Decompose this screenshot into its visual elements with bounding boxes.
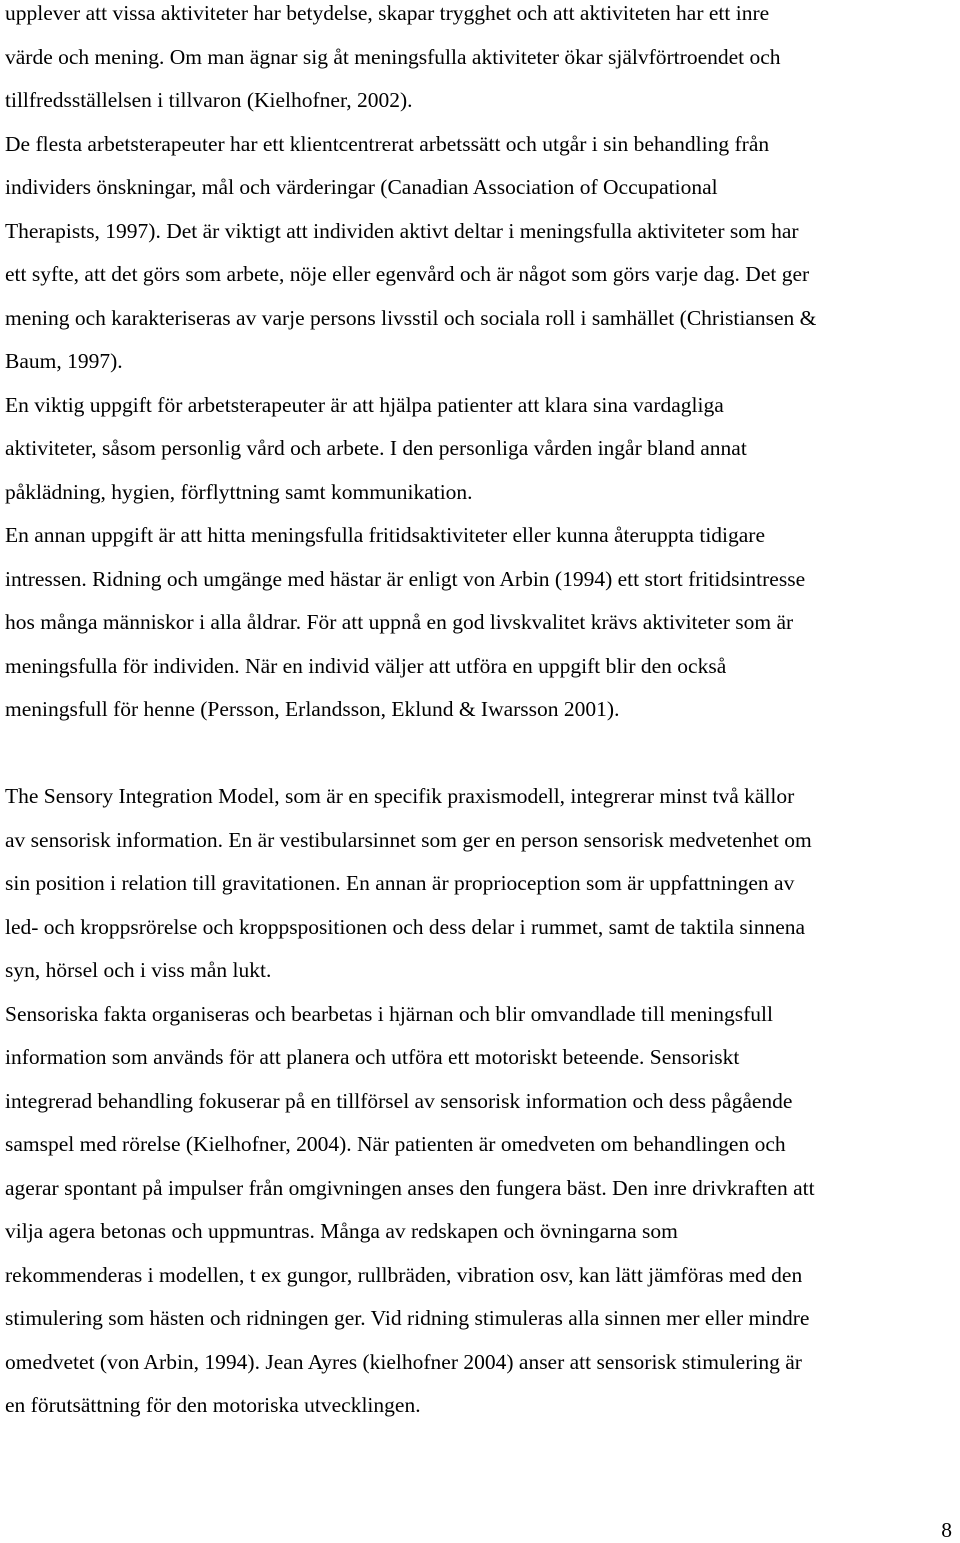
page-number: 8 (941, 1518, 952, 1542)
text-line: agerar spontant på impulser från omgivningen anses den fungera bäst. Den inre drivkraften att (5, 1175, 815, 1200)
text-line: hos många människor i alla åldrar. För att uppnå en god livskvalitet krävs aktiviteter som är (5, 610, 794, 634)
text-line: påklädning, hygien, förflyttning samt kommunikation. (5, 479, 473, 504)
text-line: stimulering som hästen och ridningen ger. Vid ridning stimuleras alla sinnen mer eller mindre (5, 1306, 810, 1330)
text-line: individers önskningar, mål och värderingar (Canadian Association of Occupational (5, 175, 718, 199)
text-line: The Sensory Integration Model, som är en specifik praxismodell, integrerar minst två källor (5, 784, 795, 808)
text-line: En viktig uppgift för arbetsterapeuter är att hjälpa patienter att klara sina vardagliga (5, 392, 724, 417)
text-line: integrerad behandling fokuserar på en tillförsel av sensorisk information och dess pågående (5, 1088, 793, 1113)
text-line: De flesta arbetsterapeuter har ett klientcentrerat arbetssätt och utgår i sin behandling från (5, 131, 770, 156)
text-line: intressen. Ridning och umgänge med hästar är enligt von Arbin (1994) ett stort fritidsintresse (5, 566, 806, 591)
text-line: meningsfulla för individen. När en individ väljer att utföra en uppgift blir den också (5, 653, 727, 678)
text-line: samspel med rörelse (Kielhofner, 2004). När patienten är omedveten om behandlingen och (5, 1132, 786, 1156)
text-line: aktiviteter, såsom personlig vård och arbete. I den personliga vården ingår bland annat (5, 436, 747, 460)
text-line: Baum, 1997). (5, 349, 123, 373)
paragraph-gap (5, 732, 960, 776)
text-block-occupational-therapy (5, 0, 960, 732)
text-line: Therapists, 1997). Det är viktigt att individen aktivt deltar i meningsfulla aktiviteter som har (5, 218, 799, 243)
document-page (5, 0, 960, 1428)
text-line: syn, hörsel och i viss mån lukt. (5, 958, 272, 982)
text-line: av sensorisk information. En är vestibularsinnet som ger en person sensorisk medvetenhet om (5, 827, 812, 852)
text-line: ett syfte, att det görs som arbete, nöje eller egenvård och är något som görs varje dag. Det ger (5, 262, 810, 286)
text-line: sin position i relation till gravitationen. En annan är proprioception som är uppfattningen av (5, 871, 795, 895)
text-line: rekommenderas i modellen, t ex gungor, rullbräden, vibration osv, kan lätt jämföras med den (5, 1262, 803, 1287)
text-line: upplever att vissa aktiviteter har betydelse, skapar trygghet och att aktiviteten har ett inre (5, 1, 770, 25)
text-line: vilja agera betonas och uppmuntras. Många av redskapen och övningarna som (5, 1219, 678, 1243)
text-line: meningsfull för henne (Persson, Erlandsson, Eklund & Iwarsson 2001). (5, 697, 620, 721)
text-line: led- och kroppsrörelse och kroppspositionen och dess delar i rummet, samt de taktila sinnena (5, 914, 806, 939)
text-line: tillfredsställelsen i tillvaron (Kielhofner, 2002). (5, 88, 413, 112)
text-line: Sensoriska fakta organiseras och bearbetas i hjärnan och blir omvandlade till meningsfull (5, 1001, 774, 1026)
text-line: information som används för att planera och utföra ett motoriskt beteende. Sensoriskt (5, 1045, 740, 1069)
text-line: en förutsättning för den motoriska utvecklingen. (5, 1393, 421, 1417)
text-line: värde och mening. Om man ägnar sig åt meningsfulla aktiviteter ökar självförtroendet och (5, 44, 781, 69)
text-line: mening och karakteriseras av varje persons livsstil och sociala roll i samhället (Christiansen & (5, 305, 817, 330)
text-line: En annan uppgift är att hitta meningsfulla fritidsaktiviteter eller kunna återuppta tidigare (5, 523, 766, 547)
text-block-sensory-integration (5, 775, 960, 1428)
text-line: omedvetet (von Arbin, 1994). Jean Ayres (kielhofner 2004) anser att sensorisk stimulering är (5, 1349, 802, 1374)
